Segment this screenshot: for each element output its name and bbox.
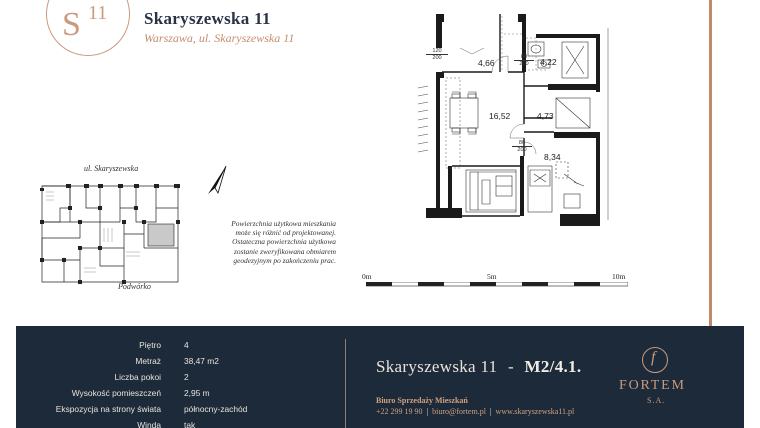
door-height: 200	[517, 147, 527, 154]
page-title: Skaryszewska 11	[144, 9, 271, 28]
site-plan-map	[40, 178, 180, 286]
door-width: 80	[520, 54, 528, 60]
scale-label-start: 0m	[362, 272, 372, 281]
spec-label: Wysokość pomieszczeń	[71, 388, 161, 398]
area-disclaimer	[196, 219, 336, 265]
fortem-brand-name: FORTEM	[619, 378, 686, 393]
sales-office-label: Biuro Sprzedaży Mieszkań	[376, 396, 468, 405]
email-link[interactable]: biuro@fortem.pl	[432, 407, 486, 416]
spec-label: Metraż	[135, 356, 161, 366]
spec-value: 2	[184, 372, 189, 382]
spec-row-elevator	[16, 420, 196, 428]
apartment-floor-plan	[412, 14, 612, 236]
door-size-label	[426, 48, 448, 62]
spec-row-rooms	[16, 372, 189, 388]
fortem-brand-suffix: S.A.	[647, 396, 666, 405]
page-subtitle: Warszawa, ul. Skaryszewska 11	[144, 31, 295, 45]
room-area-bathroom: 4,22	[540, 57, 557, 67]
note-line: zostanie zweryfikowana obmiarem	[234, 246, 336, 256]
spec-value: 2,95 m	[184, 388, 210, 398]
note-line: geodezyjnym po zakończeniu prac.	[233, 255, 336, 265]
unit-address: Skaryszewska 11	[376, 357, 498, 376]
room-area-closet: 4,73	[537, 111, 554, 121]
unit-separator: -	[508, 357, 514, 376]
spec-row-height	[16, 388, 210, 404]
door-size-label	[514, 54, 534, 68]
door-size-label	[512, 140, 532, 154]
room-area-living: 16,52	[489, 111, 511, 121]
spec-value: 38,47 m2	[184, 356, 219, 366]
courtyard-label: Podwórko	[118, 282, 151, 291]
unit-code: M2/4.1.	[524, 357, 582, 376]
spec-label: Piętro	[139, 340, 161, 350]
spec-row-floor	[16, 340, 189, 356]
band-divider	[345, 339, 346, 428]
note-line: Ostateczna powierzchnia użytkowa	[232, 237, 336, 247]
spec-label: Liczba pokoi	[114, 372, 161, 382]
scale-label-end: 10m	[612, 272, 626, 281]
contact-separator: |	[426, 407, 429, 416]
unit-heading	[376, 357, 581, 377]
spec-value: tak	[184, 420, 196, 428]
spec-row-exposure	[16, 404, 248, 420]
contact-line	[376, 407, 574, 416]
scale-label-mid: 5m	[487, 272, 497, 281]
logo-number: 11	[88, 2, 108, 24]
spec-value: północny-zachód	[184, 404, 248, 414]
door-height: 200	[432, 55, 442, 62]
website-link[interactable]: www.skaryszewska11.pl	[495, 407, 575, 416]
note-line: Powierzchnia użytkowa mieszkania	[231, 219, 336, 228]
note-line: może się różnić od projektowanej.	[235, 228, 336, 238]
door-width: 80	[518, 140, 526, 146]
spec-value: 4	[184, 340, 189, 350]
room-area-hall: 4,66	[478, 58, 495, 68]
fortem-initial: f	[651, 349, 656, 366]
contact-separator: |	[489, 407, 492, 416]
phone-number[interactable]: +22 299 19 90	[376, 407, 423, 416]
north-arrow-icon	[196, 164, 236, 200]
room-area-bedroom: 8,34	[544, 152, 561, 162]
spec-row-area	[16, 356, 219, 372]
scale-bar	[366, 282, 628, 288]
door-width: 120	[432, 48, 442, 54]
logo-letter: S	[62, 6, 80, 43]
spec-label: Winda	[137, 420, 161, 428]
door-height: 200	[519, 61, 529, 68]
street-label: ul. Skaryszewska	[84, 164, 139, 173]
spec-label: Ekspozycja na strony świata	[55, 404, 161, 414]
